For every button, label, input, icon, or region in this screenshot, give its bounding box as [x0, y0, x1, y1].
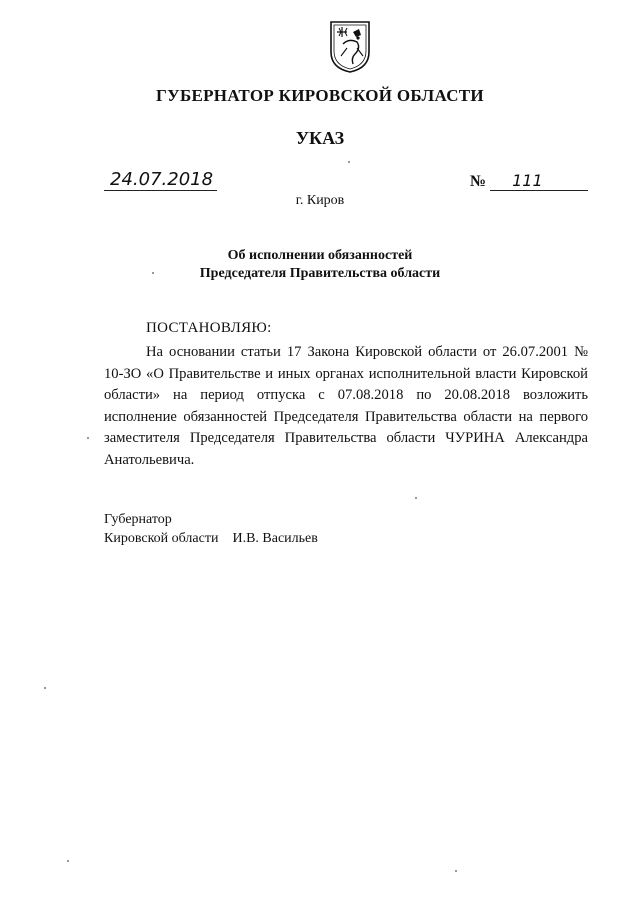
document-number: 111: [490, 172, 588, 191]
scan-speck: [415, 497, 417, 499]
signatory-name: И.В. Васильев: [232, 531, 318, 546]
document-subject: [0, 247, 640, 283]
signature-title-line-1: Губернатор: [104, 512, 172, 527]
body-paragraph: На основании статьи 17 Закона Кировской области от 26.07.2001 № 10-ЗО «О Правительстве и иных органах исполнительной власти Кировской области» на период отпуска с 07.08.2018 по 20.08.2018 возложить исполнение обязанностей Председателя Правительства области на первого заместителя Председателя Правительства области ЧУРИНА Александра Анатольевича.: [104, 344, 588, 468]
scan-speck: [87, 437, 89, 439]
subject-line-2: Председателя Правительства области: [199, 266, 441, 281]
scan-speck: [67, 860, 69, 862]
signature-block: [104, 510, 318, 548]
signature-title-line-2: [104, 529, 318, 548]
decree-word: ПОСТАНОВЛЯЮ:: [146, 320, 272, 336]
subject-line-1: Об исполнении обязанностей: [227, 248, 413, 263]
document-number-block: [470, 172, 588, 191]
scan-speck: [455, 870, 457, 872]
signature-title-region: Кировской области: [104, 531, 219, 546]
issuing-authority: ГУБЕРНАТОР КИРОВСКОЙ ОБЛАСТИ: [156, 86, 484, 105]
document-date: 24.07.2018: [104, 170, 217, 191]
scan-speck: [348, 161, 350, 163]
scan-speck: [44, 687, 46, 689]
number-sign: №: [470, 173, 487, 190]
scan-speck: [152, 272, 154, 274]
document-type: УКАЗ: [295, 128, 345, 148]
city: г. Киров: [295, 193, 345, 208]
coat-of-arms-icon: [327, 18, 373, 74]
